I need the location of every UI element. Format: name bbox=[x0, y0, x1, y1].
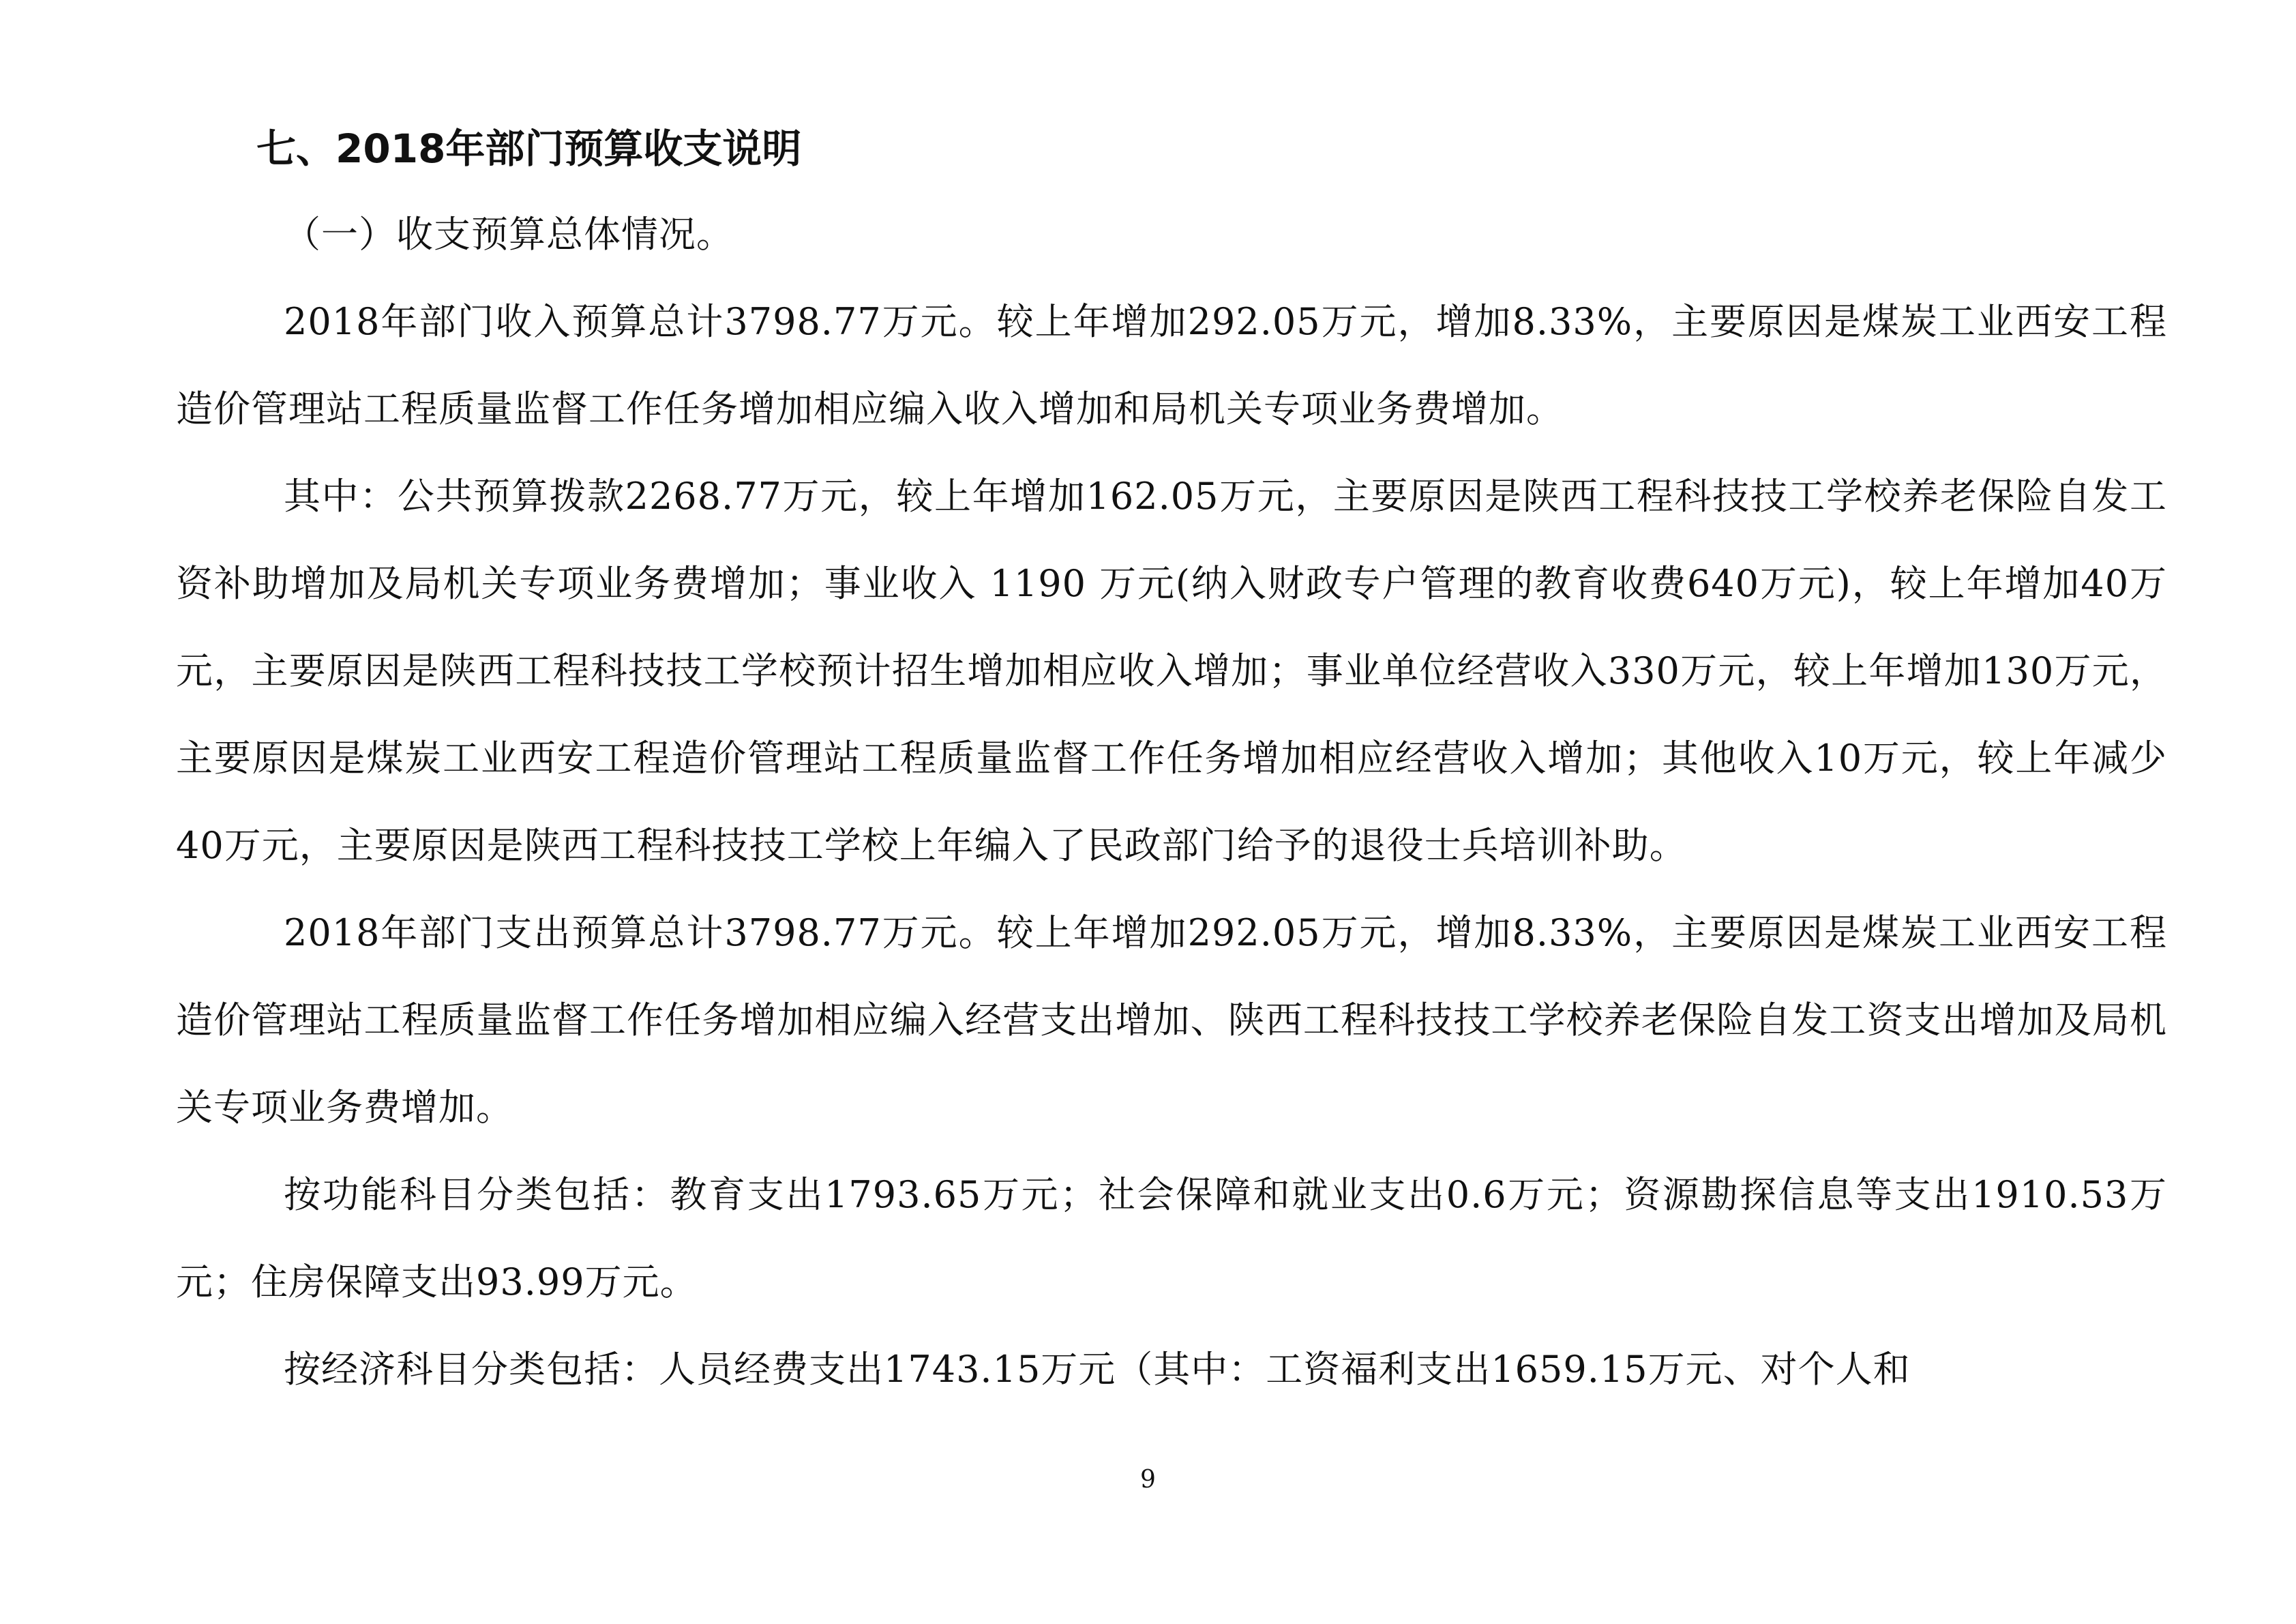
subsection-heading: （一）收支预算总体情况。 bbox=[284, 213, 734, 256]
page-content bbox=[176, 115, 2167, 1413]
section-heading: 七、2018年部门预算收支说明 bbox=[256, 126, 802, 172]
paragraph-expenditure-total: 2018年部门支出预算总计3798.77万元。较上年增加292.05万元，增加8.33%，主要原因是煤炭工业西安工程造价管理站工程质量监督工作任务增加相应编入经营支出增加、陕西工程科技技工学校养老保险自发工资支出增加及局机关专项业务费增加。 bbox=[176, 911, 2167, 1129]
page-number: 9 bbox=[1140, 1466, 1156, 1494]
paragraph-income-breakdown: 其中：公共预算拨款2268.77万元，较上年增加162.05万元，主要原因是陕西工程科技技工学校养老保险自发工资补助增加及局机关专项业务费增加；事业收入 1190 万元(纳入财政专户管理的教育收费640万元)，较上年增加40万元，主要原因是陕西工程科技技工学校预计招生增加相应收入增加；事业单位经营收入330万元，较上年增加130万元，主要原因是煤炭工业西安工程造价管理站工程质量监督工作任务增加相应经营收入增加；其他收入10万元，较上年减少40万元，主要原因是陕西工程科技技工学校上年编入了民政部门给予的退役士兵培训补助。 bbox=[176, 475, 2167, 867]
paragraph-economic-classification: 按经济科目分类包括：人员经费支出1743.15万元（其中：工资福利支出1659.15万元、对个人和 bbox=[284, 1348, 1911, 1391]
paragraph-functional-classification: 按功能科目分类包括：教育支出1793.65万元；社会保障和就业支出0.6万元；资源勘探信息等支出1910.53万元；住房保障支出93.99万元。 bbox=[176, 1173, 2167, 1303]
paragraph-income-total: 2018年部门收入预算总计3798.77万元。较上年增加292.05万元，增加8.33%，主要原因是煤炭工业西安工程造价管理站工程质量监督工作任务增加相应编入收入增加和局机关专项业务费增加。 bbox=[176, 300, 2167, 430]
